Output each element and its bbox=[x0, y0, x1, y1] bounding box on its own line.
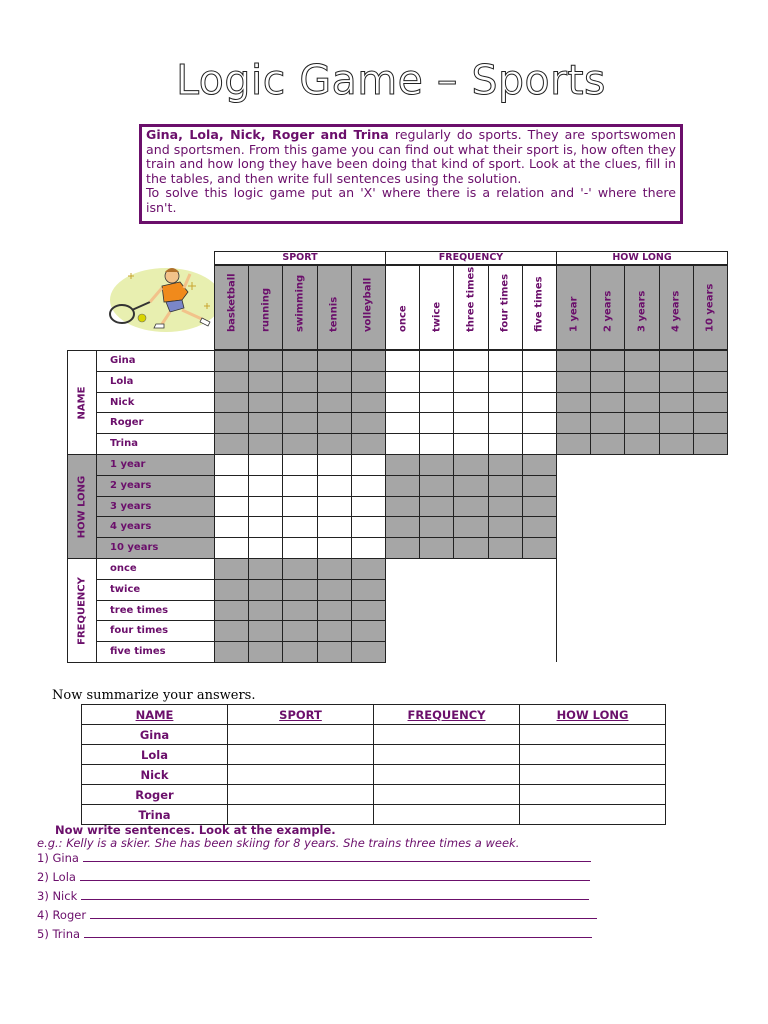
label-text: basketball bbox=[226, 273, 238, 332]
table-row bbox=[82, 785, 666, 805]
grid-cell[interactable] bbox=[385, 537, 420, 559]
grid-cell[interactable] bbox=[317, 600, 352, 622]
grid-cell[interactable] bbox=[351, 496, 386, 518]
col-header bbox=[317, 265, 352, 350]
summary-cell[interactable] bbox=[520, 745, 666, 765]
col-header bbox=[248, 265, 283, 350]
row-label: four times bbox=[96, 620, 215, 642]
label-text: four times bbox=[499, 273, 511, 332]
row-label: 3 years bbox=[96, 496, 215, 518]
grid-cell[interactable] bbox=[214, 516, 249, 538]
grid-cell[interactable] bbox=[317, 516, 352, 538]
summary-cell[interactable] bbox=[374, 725, 520, 745]
col-header bbox=[351, 265, 386, 350]
grid-cell[interactable] bbox=[522, 392, 557, 414]
grid-cell[interactable] bbox=[624, 350, 659, 372]
grid-cell[interactable] bbox=[351, 392, 386, 414]
grid-cell[interactable] bbox=[488, 350, 523, 372]
grid-cell[interactable] bbox=[488, 371, 523, 393]
grid-cell[interactable] bbox=[248, 620, 283, 642]
col-group-how-long: HOW LONG bbox=[556, 251, 728, 265]
label-text: tennis bbox=[328, 296, 340, 332]
grid-cell[interactable] bbox=[248, 600, 283, 622]
grid-cell[interactable] bbox=[317, 412, 352, 434]
summary-cell[interactable] bbox=[520, 765, 666, 785]
grid-cell[interactable] bbox=[282, 392, 317, 414]
row-label: Lola bbox=[96, 371, 215, 393]
grid-cell[interactable] bbox=[659, 350, 694, 372]
col-group-sport: SPORT bbox=[214, 251, 386, 265]
col-header bbox=[282, 265, 317, 350]
summary-cell[interactable] bbox=[228, 805, 374, 825]
summary-name: Gina bbox=[82, 725, 228, 745]
grid-cell[interactable] bbox=[453, 350, 488, 372]
table-row bbox=[82, 805, 666, 825]
grid-cell[interactable] bbox=[214, 641, 249, 663]
grid-cell[interactable] bbox=[351, 537, 386, 559]
intro-instruction: To solve this logic game put an 'X' where there is a relation and '-' where there isn't. bbox=[146, 185, 676, 215]
tennis-player-illustration bbox=[104, 262, 222, 334]
sentence-label: 3) Nick bbox=[37, 889, 78, 903]
table-row bbox=[82, 765, 666, 785]
grid-cell[interactable] bbox=[385, 412, 420, 434]
summary-cell[interactable] bbox=[374, 785, 520, 805]
sentence-label: 1) Gina bbox=[37, 851, 79, 865]
col-header bbox=[488, 265, 523, 350]
grid-cell[interactable] bbox=[590, 350, 625, 372]
grid-cell[interactable] bbox=[556, 392, 591, 414]
grid-cell[interactable] bbox=[248, 641, 283, 663]
sentence-label: 5) Trina bbox=[37, 927, 81, 941]
summary-cell[interactable] bbox=[520, 785, 666, 805]
grid-cell[interactable] bbox=[317, 433, 352, 455]
grid-cell[interactable] bbox=[522, 537, 557, 559]
summary-cell[interactable] bbox=[520, 805, 666, 825]
grid-cell[interactable] bbox=[693, 350, 728, 372]
grid-cell[interactable] bbox=[624, 412, 659, 434]
grid-cell[interactable] bbox=[488, 412, 523, 434]
grid-cell[interactable] bbox=[282, 641, 317, 663]
row-group-how-long bbox=[67, 454, 97, 559]
grid-cell[interactable] bbox=[590, 412, 625, 434]
grid-cell[interactable] bbox=[351, 371, 386, 393]
grid-cell[interactable] bbox=[282, 620, 317, 642]
grid-cell[interactable] bbox=[556, 350, 591, 372]
label-text: NAME bbox=[76, 386, 88, 419]
grid-cell[interactable] bbox=[522, 516, 557, 538]
grid-cell[interactable] bbox=[248, 392, 283, 414]
sentence-label: 4) Roger bbox=[37, 908, 87, 922]
row-label: tree times bbox=[96, 600, 215, 622]
grid-cell[interactable] bbox=[351, 433, 386, 455]
grid-cell[interactable] bbox=[282, 350, 317, 372]
grid-cell[interactable] bbox=[419, 350, 454, 372]
grid-cell[interactable] bbox=[351, 579, 386, 601]
grid-cell[interactable] bbox=[214, 454, 249, 476]
grid-cell[interactable] bbox=[248, 579, 283, 601]
intro-names: Gina, Lola, Nick, Roger and Trina bbox=[146, 127, 389, 142]
grid-cell[interactable] bbox=[282, 475, 317, 497]
grid-cell[interactable] bbox=[488, 496, 523, 518]
col-header bbox=[590, 265, 625, 350]
grid-cell[interactable] bbox=[282, 433, 317, 455]
grid-cell[interactable] bbox=[624, 392, 659, 414]
sentence-line-2[interactable] bbox=[37, 869, 590, 884]
row-label: Trina bbox=[96, 433, 215, 455]
summary-header-sport: SPORT bbox=[228, 705, 374, 725]
grid-cell[interactable] bbox=[556, 433, 591, 455]
grid-cell[interactable] bbox=[488, 537, 523, 559]
grid-cell[interactable] bbox=[385, 433, 420, 455]
grid-cell[interactable] bbox=[214, 579, 249, 601]
summary-header-how-long: HOW LONG bbox=[520, 705, 666, 725]
grid-cell[interactable] bbox=[556, 412, 591, 434]
col-header bbox=[624, 265, 659, 350]
grid-cell[interactable] bbox=[248, 371, 283, 393]
grid-cell[interactable] bbox=[214, 600, 249, 622]
grid-cell[interactable] bbox=[488, 392, 523, 414]
row-label: 10 years bbox=[96, 537, 215, 559]
grid-cell[interactable] bbox=[317, 392, 352, 414]
label-text: 10 years bbox=[704, 283, 716, 332]
grid-cell[interactable] bbox=[488, 475, 523, 497]
row-group-name bbox=[67, 350, 97, 455]
summary-cell[interactable] bbox=[374, 745, 520, 765]
table-row bbox=[82, 745, 666, 765]
grid-cell[interactable] bbox=[214, 350, 249, 372]
grid-cell[interactable] bbox=[419, 516, 454, 538]
grid-cell[interactable] bbox=[488, 516, 523, 538]
grid-cell[interactable] bbox=[522, 454, 557, 476]
grid-cell[interactable] bbox=[248, 350, 283, 372]
grid-cell[interactable] bbox=[419, 537, 454, 559]
summary-name: Nick bbox=[82, 765, 228, 785]
grid-cell[interactable] bbox=[693, 371, 728, 393]
sentences-example: e.g.: Kelly is a skier. She has been skiing for 8 years. She trains three times a week. bbox=[37, 836, 520, 850]
grid-cell[interactable] bbox=[522, 412, 557, 434]
grid-cell[interactable] bbox=[282, 600, 317, 622]
sentence-line-5[interactable] bbox=[37, 926, 592, 941]
grid-cell[interactable] bbox=[317, 496, 352, 518]
answer-underline[interactable] bbox=[83, 850, 591, 862]
grid-cell[interactable] bbox=[693, 392, 728, 414]
grid-cell[interactable] bbox=[317, 620, 352, 642]
grid-cell[interactable] bbox=[385, 371, 420, 393]
grid-cell[interactable] bbox=[419, 371, 454, 393]
grid-cell[interactable] bbox=[351, 620, 386, 642]
grid-cell[interactable] bbox=[317, 641, 352, 663]
row-label: 2 years bbox=[96, 475, 215, 497]
answer-underline[interactable] bbox=[81, 888, 589, 900]
grid-cell[interactable] bbox=[214, 558, 249, 580]
grid-cell[interactable] bbox=[385, 350, 420, 372]
grid-cell[interactable] bbox=[214, 371, 249, 393]
grid-cell[interactable] bbox=[419, 454, 454, 476]
grid-cell[interactable] bbox=[488, 454, 523, 476]
grid-cell[interactable] bbox=[248, 412, 283, 434]
sentence-line-4[interactable] bbox=[37, 907, 597, 922]
grid-cell[interactable] bbox=[351, 350, 386, 372]
grid-cell[interactable] bbox=[317, 350, 352, 372]
grid-cell[interactable] bbox=[351, 412, 386, 434]
label-text: FREQUENCY bbox=[76, 576, 88, 645]
grid-cell[interactable] bbox=[419, 475, 454, 497]
grid-cell[interactable] bbox=[317, 537, 352, 559]
label-text: three times bbox=[465, 266, 477, 332]
grid-cell[interactable] bbox=[590, 371, 625, 393]
summary-cell[interactable] bbox=[228, 745, 374, 765]
grid-cell[interactable] bbox=[385, 516, 420, 538]
grid-cell[interactable] bbox=[590, 433, 625, 455]
label-text: five times bbox=[533, 276, 545, 332]
grid-cell[interactable] bbox=[624, 371, 659, 393]
grid-cell[interactable] bbox=[693, 433, 728, 455]
summary-cell[interactable] bbox=[228, 765, 374, 785]
grid-cell[interactable] bbox=[248, 496, 283, 518]
col-header bbox=[693, 265, 728, 350]
grid-cell[interactable] bbox=[693, 412, 728, 434]
grid-cell[interactable] bbox=[317, 475, 352, 497]
row-group-frequency bbox=[67, 558, 97, 663]
grid-cell[interactable] bbox=[214, 392, 249, 414]
row-label: once bbox=[96, 558, 215, 580]
sentence-line-3[interactable] bbox=[37, 888, 589, 903]
grid-cell[interactable] bbox=[453, 433, 488, 455]
row-label: 1 year bbox=[96, 454, 215, 476]
row-label: Nick bbox=[96, 392, 215, 414]
grid-cell[interactable] bbox=[453, 412, 488, 434]
summary-header-frequency: FREQUENCY bbox=[374, 705, 520, 725]
page-title: Logic Game – Sports bbox=[176, 56, 606, 104]
col-group-frequency: FREQUENCY bbox=[385, 251, 557, 265]
grid-edge-line bbox=[556, 558, 557, 662]
col-header bbox=[453, 265, 488, 350]
grid-cell[interactable] bbox=[248, 475, 283, 497]
summary-cell[interactable] bbox=[374, 765, 520, 785]
grid-cell[interactable] bbox=[214, 433, 249, 455]
grid-cell[interactable] bbox=[522, 496, 557, 518]
col-header bbox=[385, 265, 420, 350]
table-row bbox=[82, 725, 666, 745]
grid-cell[interactable] bbox=[248, 558, 283, 580]
grid-cell[interactable] bbox=[317, 558, 352, 580]
summary-cell[interactable] bbox=[228, 725, 374, 745]
grid-cell[interactable] bbox=[419, 412, 454, 434]
grid-cell[interactable] bbox=[522, 350, 557, 372]
col-header bbox=[419, 265, 454, 350]
grid-cell[interactable] bbox=[317, 371, 352, 393]
sentence-line-1[interactable] bbox=[37, 850, 591, 865]
grid-cell[interactable] bbox=[522, 371, 557, 393]
grid-cell[interactable] bbox=[659, 412, 694, 434]
sentences-prompt: Now write sentences. Look at the example. bbox=[55, 823, 336, 837]
summary-name: Roger bbox=[82, 785, 228, 805]
label-text: 1 year bbox=[568, 296, 580, 332]
grid-cell[interactable] bbox=[282, 579, 317, 601]
grid-cell[interactable] bbox=[351, 516, 386, 538]
grid-cell[interactable] bbox=[385, 392, 420, 414]
grid-cell[interactable] bbox=[556, 371, 591, 393]
summary-name: Lola bbox=[82, 745, 228, 765]
grid-cell[interactable] bbox=[453, 392, 488, 414]
label-text: 4 years bbox=[670, 290, 682, 332]
label-text: swimming bbox=[294, 274, 306, 332]
grid-cell[interactable] bbox=[385, 496, 420, 518]
intro-box bbox=[139, 124, 683, 224]
grid-cell[interactable] bbox=[659, 433, 694, 455]
grid-cell[interactable] bbox=[522, 433, 557, 455]
grid-cell[interactable] bbox=[282, 558, 317, 580]
label-text: 2 years bbox=[602, 290, 614, 332]
summary-header-name: NAME bbox=[82, 705, 228, 725]
intro-text: regularly do sports. They are sportswomen and sportsmen. From this game you can find out what their sport is, how often they train and how long they have been doing that kind of sport. Look at the clues, fill in the tables, and then write full sentences using the solution. bbox=[146, 127, 677, 186]
col-header bbox=[522, 265, 557, 350]
summary-cell[interactable] bbox=[520, 725, 666, 745]
grid-cell[interactable] bbox=[351, 641, 386, 663]
grid-cell[interactable] bbox=[453, 454, 488, 476]
answer-underline[interactable] bbox=[80, 869, 590, 881]
answer-underline[interactable] bbox=[84, 926, 592, 938]
label-text: volleyball bbox=[362, 277, 374, 332]
grid-cell[interactable] bbox=[488, 433, 523, 455]
grid-cell[interactable] bbox=[419, 496, 454, 518]
grid-cell[interactable] bbox=[419, 392, 454, 414]
grid-cell[interactable] bbox=[214, 475, 249, 497]
row-label: Roger bbox=[96, 412, 215, 434]
grid-cell[interactable] bbox=[453, 537, 488, 559]
summary-cell[interactable] bbox=[374, 805, 520, 825]
grid-cell[interactable] bbox=[659, 392, 694, 414]
summary-cell[interactable] bbox=[228, 785, 374, 805]
grid-cell[interactable] bbox=[453, 371, 488, 393]
grid-cell[interactable] bbox=[419, 433, 454, 455]
grid-cell[interactable] bbox=[282, 454, 317, 476]
grid-cell[interactable] bbox=[214, 537, 249, 559]
grid-cell[interactable] bbox=[659, 371, 694, 393]
grid-cell[interactable] bbox=[385, 454, 420, 476]
grid-cell[interactable] bbox=[453, 475, 488, 497]
grid-cell[interactable] bbox=[282, 537, 317, 559]
grid-cell[interactable] bbox=[248, 454, 283, 476]
row-label: Gina bbox=[96, 350, 215, 372]
sentence-label: 2) Lola bbox=[37, 870, 76, 884]
col-header bbox=[214, 265, 249, 350]
grid-cell[interactable] bbox=[248, 537, 283, 559]
row-label: 4 years bbox=[96, 516, 215, 538]
grid-cell[interactable] bbox=[214, 496, 249, 518]
grid-cell[interactable] bbox=[214, 412, 249, 434]
row-label: five times bbox=[96, 641, 215, 663]
label-text: twice bbox=[431, 301, 443, 332]
grid-cell[interactable] bbox=[248, 433, 283, 455]
grid-cell[interactable] bbox=[351, 600, 386, 622]
grid-cell[interactable] bbox=[624, 433, 659, 455]
grid-cell[interactable] bbox=[282, 412, 317, 434]
label-text: once bbox=[397, 305, 409, 332]
grid-cell[interactable] bbox=[453, 516, 488, 538]
label-text: HOW LONG bbox=[76, 475, 88, 538]
grid-cell[interactable] bbox=[248, 516, 283, 538]
row-label: twice bbox=[96, 579, 215, 601]
summary-prompt: Now summarize your answers. bbox=[52, 688, 256, 703]
grid-cell[interactable] bbox=[385, 475, 420, 497]
col-header bbox=[556, 265, 591, 350]
grid-cell[interactable] bbox=[317, 454, 352, 476]
grid-cell[interactable] bbox=[282, 371, 317, 393]
grid-cell[interactable] bbox=[282, 496, 317, 518]
grid-cell[interactable] bbox=[282, 516, 317, 538]
grid-cell[interactable] bbox=[351, 475, 386, 497]
summary-table bbox=[81, 704, 666, 825]
answer-underline[interactable] bbox=[90, 907, 597, 919]
grid-cell[interactable] bbox=[351, 558, 386, 580]
grid-cell[interactable] bbox=[351, 454, 386, 476]
grid-cell[interactable] bbox=[522, 475, 557, 497]
grid-cell[interactable] bbox=[590, 392, 625, 414]
col-header bbox=[659, 265, 694, 350]
grid-cell[interactable] bbox=[317, 579, 352, 601]
label-text: running bbox=[260, 288, 272, 332]
label-text: 3 years bbox=[636, 290, 648, 332]
summary-name: Trina bbox=[82, 805, 228, 825]
grid-cell[interactable] bbox=[214, 620, 249, 642]
grid-cell[interactable] bbox=[453, 496, 488, 518]
